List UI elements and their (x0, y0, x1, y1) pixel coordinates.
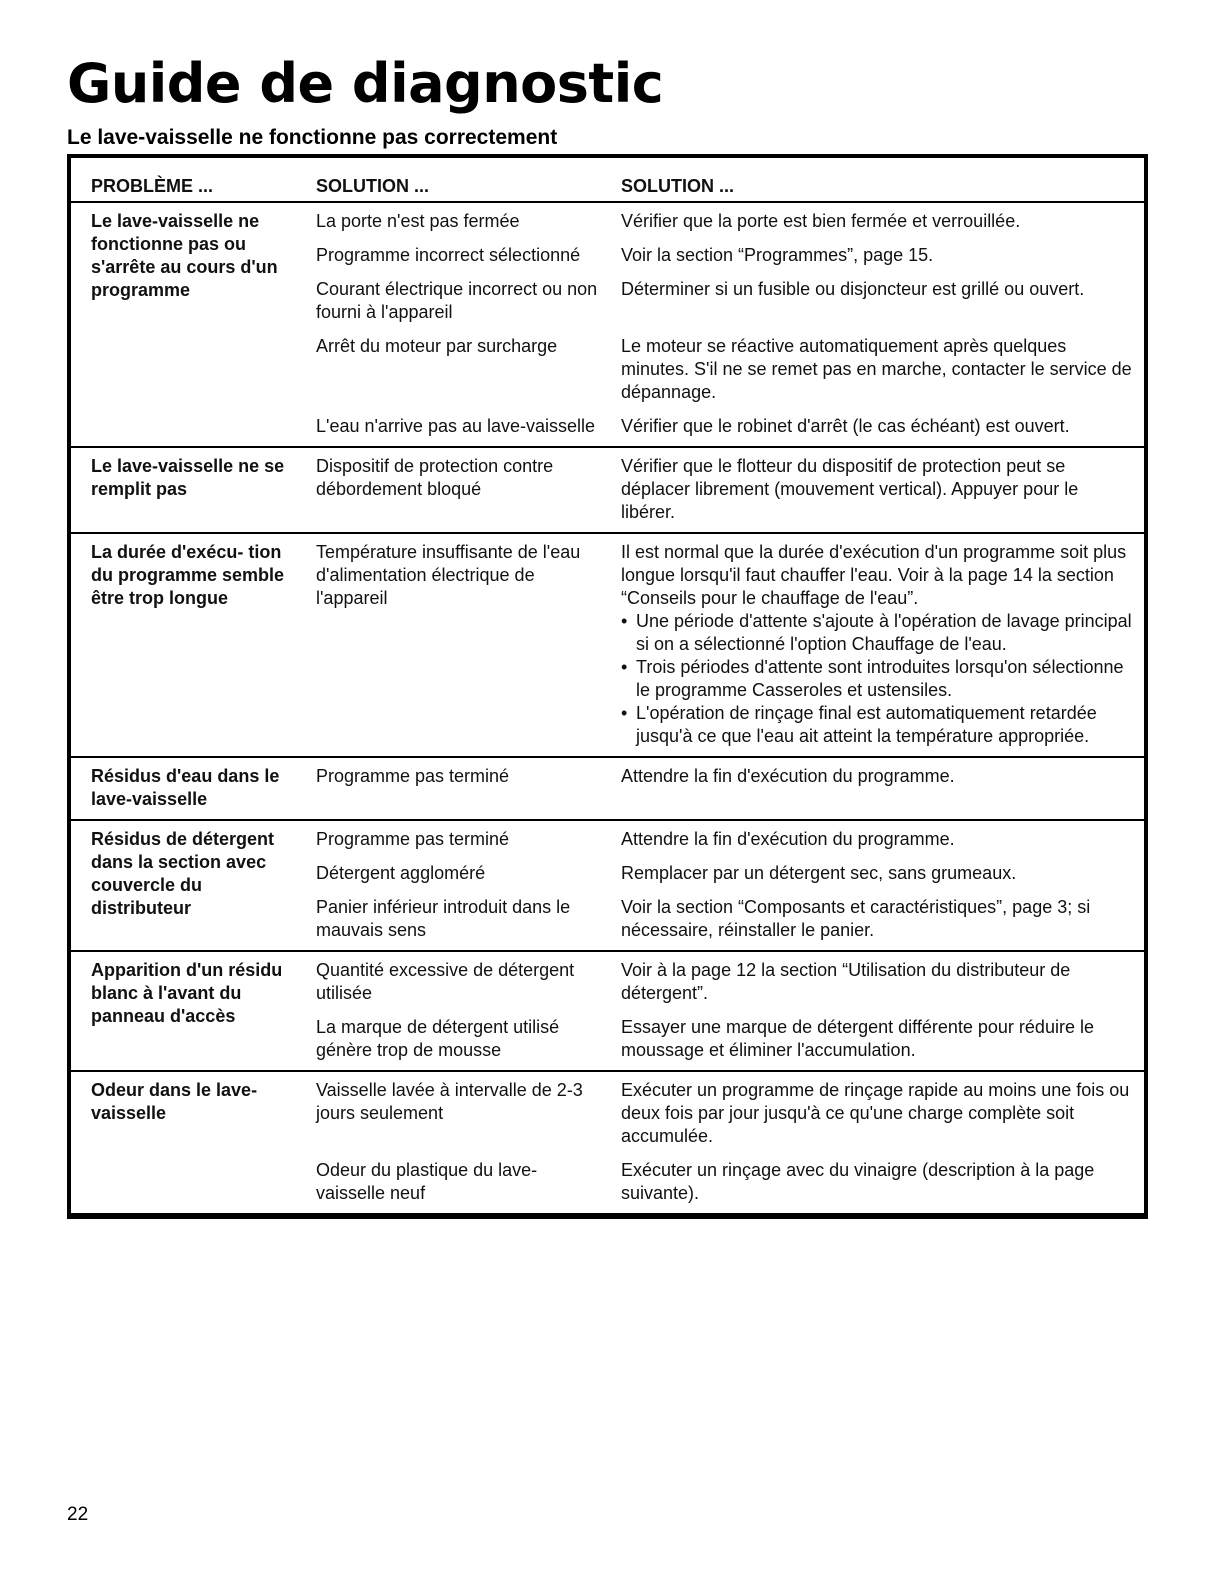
solution-column (606, 765, 1144, 811)
solution-item (621, 862, 1136, 885)
solution-text: Exécuter un rinçage avec du vinaigre (description à la page suivante). (621, 1160, 1095, 1203)
cause-text: Odeur du plastique du lave- vaisselle neuf (316, 1160, 538, 1203)
table-row (71, 1070, 1144, 1213)
cause-text: Dispositif de protection contre débordement bloqué (316, 456, 554, 499)
table-row (71, 756, 1144, 819)
cause-column (296, 1079, 606, 1205)
cause-column (296, 828, 606, 942)
solution-text: Déterminer si un fusible ou disjoncteur est grillé ou ouvert. (621, 279, 1085, 299)
solution-text: Il est normal que la durée d'exécution d'un programme soit plus longue lorsqu'il faut chauffer l'eau. Voir à la page 14 la section “Conseils pour le chauffage de l'eau”. (621, 542, 1127, 608)
problem-cell: Apparition d'un résidu blanc à l'avant du panneau d'accès (91, 960, 283, 1026)
cause-text: Arrêt du moteur par surcharge (316, 336, 558, 356)
solution-column (606, 959, 1144, 1062)
solution-text: Vérifier que le robinet d'arrêt (le cas échéant) est ouvert. (621, 416, 1070, 436)
solution-text: Voir la section “Composants et caractéristiques”, page 3; si nécessaire, réinstaller le panier. (621, 897, 1091, 940)
solution-item (621, 415, 1136, 438)
table-row (71, 532, 1144, 756)
cause-text: Courant électrique incorrect ou non fourni à l'appareil (316, 279, 598, 322)
problem-cell: Résidus d'eau dans le lave-vaisselle (91, 766, 280, 809)
solution-item (621, 1079, 1136, 1148)
solution-item (621, 765, 1136, 788)
section-subtitle: Le lave-vaisselle ne fonctionne pas correctement (67, 126, 558, 149)
solution-item (621, 959, 1136, 1005)
solution-item (621, 455, 1136, 524)
solution-bullet: • Une période d'attente s'ajoute à l'opération de lavage principal si on a sélectionné l'option Chauffage de l'eau. (621, 610, 1136, 656)
solution-text: Voir la section “Programmes”, page 15. (621, 245, 934, 265)
table-header-row (71, 158, 1144, 203)
troubleshooting-table (67, 154, 1148, 1219)
problem-cell: La durée d'exécu- tion du programme semble être trop longue (91, 542, 285, 608)
cause-text: La porte n'est pas fermée (316, 211, 520, 231)
cause-text: Quantité excessive de détergent utilisée (316, 960, 575, 1003)
cause-text: L'eau n'arrive pas au lave-vaisselle (316, 416, 596, 436)
cause-column (296, 210, 606, 438)
solution-column (606, 1079, 1144, 1205)
solution-item (621, 541, 1136, 748)
cause-column (296, 541, 606, 748)
solution-item (621, 828, 1136, 851)
column-header-solution: SOLUTION ... (621, 176, 735, 196)
solution-bullet: • L'opération de rinçage final est automatiquement retardée jusqu'à ce que l'eau ait atteint la température appropriée. (621, 702, 1136, 748)
cause-text: Programme pas terminé (316, 766, 510, 786)
table-row (71, 950, 1144, 1070)
table-row (71, 203, 1144, 446)
column-header-cause: SOLUTION ... (316, 176, 430, 196)
solution-column (606, 828, 1144, 942)
cause-column (296, 959, 606, 1062)
solution-item (621, 1159, 1136, 1205)
problem-cell: Odeur dans le lave-vaisselle (91, 1080, 258, 1123)
solution-text: Essayer une marque de détergent différente pour réduire le moussage et éliminer l'accumulation. (621, 1017, 1094, 1060)
solution-text: Exécuter un programme de rinçage rapide au moins une fois ou deux fois par jour jusqu'à ce qu'une charge complète soit accumulée. (621, 1080, 1130, 1146)
solution-bullet: • Trois périodes d'attente sont introduites lorsqu'on sélectionne le programme Casseroles et ustensiles. (621, 656, 1136, 702)
cause-text: Programme incorrect sélectionné (316, 245, 581, 265)
solution-text: Attendre la fin d'exécution du programme. (621, 766, 955, 786)
cause-text: Panier inférieur introduit dans le mauvais sens (316, 897, 571, 940)
cause-text: Température insuffisante de l'eau d'alimentation électrique de l'appareil (316, 542, 581, 608)
cause-column (296, 765, 606, 811)
page-number: 22 (67, 1504, 89, 1525)
page-title: Guide de diagnostic (67, 52, 664, 115)
cause-text: Vaisselle lavée à intervalle de 2-3 jours seulement (316, 1080, 583, 1123)
cause-column (296, 455, 606, 524)
cause-text: La marque de détergent utilisé génère trop de mousse (316, 1017, 560, 1060)
solution-item (621, 244, 1136, 267)
solution-text: Vérifier que le flotteur du dispositif de protection peut se déplacer librement (mouvement vertical). Appuyer pour le libérer. (621, 456, 1079, 522)
solution-item (621, 210, 1136, 233)
solution-bullet-list (621, 610, 1136, 748)
solution-item (621, 1016, 1136, 1062)
solution-text: Vérifier que la porte est bien fermée et verrouillée. (621, 211, 1021, 231)
cause-text: Programme pas terminé (316, 829, 510, 849)
solution-text: Attendre la fin d'exécution du programme. (621, 829, 955, 849)
table-body (71, 203, 1144, 1213)
solution-text: Voir à la page 12 la section “Utilisation du distributeur de détergent”. (621, 960, 1071, 1003)
solution-item (621, 896, 1136, 942)
table-row (71, 819, 1144, 950)
solution-text: Le moteur se réactive automatiquement après quelques minutes. S'il ne se remet pas en marche, contacter le service de dépannage. (621, 336, 1132, 402)
solution-column (606, 541, 1144, 748)
problem-cell: Le lave-vaisselle ne fonctionne pas ou s'arrête au cours d'un programme (91, 211, 278, 300)
cause-text: Détergent aggloméré (316, 863, 486, 883)
column-header-probleme: PROBLÈME ... (91, 176, 214, 196)
solution-item (621, 278, 1136, 324)
solution-item (621, 335, 1136, 404)
solution-column (606, 455, 1144, 524)
solution-text: Remplacer par un détergent sec, sans grumeaux. (621, 863, 1017, 883)
problem-cell: Le lave-vaisselle ne se remplit pas (91, 456, 285, 499)
table-row (71, 446, 1144, 532)
solution-column (606, 210, 1144, 438)
problem-cell: Résidus de détergent dans la section avec couvercle du distributeur (91, 829, 275, 918)
